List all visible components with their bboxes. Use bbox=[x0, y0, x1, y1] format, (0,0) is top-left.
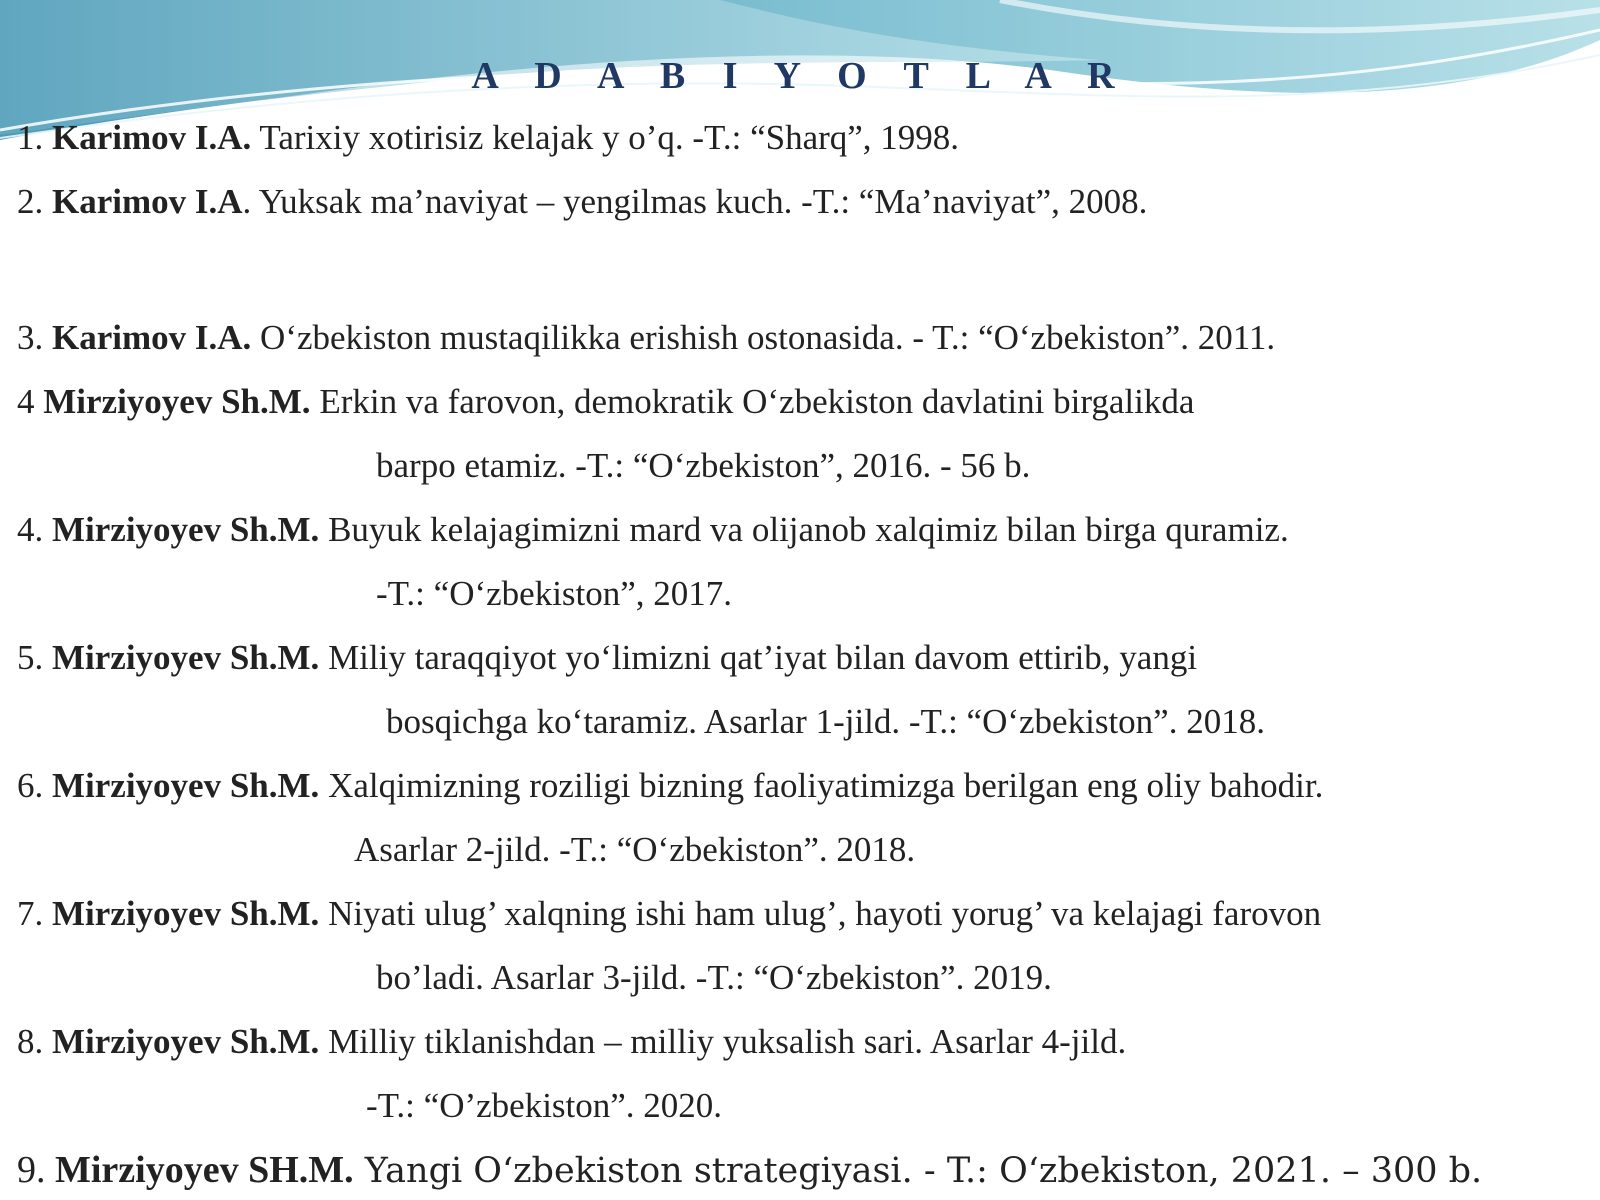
item-text: Tarixiy xotirisiz kelajak y o’q. -T.: “Sharq”, 1998. bbox=[251, 118, 960, 157]
list-item bbox=[17, 180, 1147, 224]
item-text: Miliy taraqqiyot yo‘limizni qat’iyat bilan davom ettirib, yangi bbox=[319, 638, 1198, 677]
item-number: 4. bbox=[17, 510, 44, 549]
item-author: Mirziyoyev Sh.M. bbox=[52, 1022, 320, 1061]
item-author: Mirziyoyev Sh.M. bbox=[52, 638, 320, 677]
item-number: 1. bbox=[17, 118, 44, 157]
item-continuation: -T.: “O’zbekiston”. 2020. bbox=[366, 1086, 723, 1125]
list-item bbox=[17, 636, 1197, 680]
item-text: Xalqimizning roziligi bizning faoliyatimizga berilgan eng oliy bahodir. bbox=[319, 766, 1324, 805]
item-continuation: Asarlar 2-jild. -T.: “O‘zbekiston”. 2018. bbox=[354, 830, 916, 869]
item-number: 5. bbox=[17, 638, 44, 677]
list-item bbox=[17, 380, 1194, 424]
item-author: Karimov I.A. bbox=[52, 118, 252, 157]
list-item bbox=[17, 892, 1321, 936]
item-continuation: bosqichga ko‘taramiz. Asarlar 1-jild. -T.: “O‘zbekiston”. 2018. bbox=[386, 702, 1265, 741]
item-number: 4 bbox=[17, 382, 35, 421]
item-author: Karimov I.A. bbox=[52, 318, 252, 357]
item-number: 2. bbox=[17, 182, 44, 221]
list-item bbox=[17, 764, 1323, 808]
item-text: . Yuksak ma’naviyat – yengilmas kuch. -T.: “Ma’naviyat”, 2008. bbox=[242, 182, 1148, 221]
item-text: O‘zbekiston mustaqilikka erishish ostonasida. - T.: “O‘zbekiston”. 2011. bbox=[251, 318, 1276, 357]
item-author: Mirziyoyev Sh.M. bbox=[43, 382, 311, 421]
item-text: Buyuk kelajagimizni mard va olijanob xalqimiz bilan birga quramiz. bbox=[319, 510, 1289, 549]
item-number: 9. bbox=[17, 1149, 46, 1191]
item-continuation: -T.: “O‘zbekiston”, 2017. bbox=[376, 574, 733, 613]
item-author: Mirziyoyev SH.M. bbox=[55, 1149, 354, 1191]
item-author: Karimov I.A bbox=[52, 182, 243, 221]
item-continuation: bo’ladi. Asarlar 3-jild. -T.: “O‘zbekiston”. 2019. bbox=[376, 958, 1052, 997]
item-text: Erkin va farovon, demokratik O‘zbekiston davlatini birgalikda bbox=[310, 382, 1195, 421]
list-item bbox=[17, 116, 959, 160]
item-number: 3. bbox=[17, 318, 44, 357]
list-item bbox=[17, 1020, 1126, 1064]
item-text: Niyati ulug’ xalqning ishi ham ulug’, hayoti yorug’ va kelajagi farovon bbox=[319, 894, 1322, 933]
page-title: A D A B I Y O T L A R bbox=[471, 55, 1129, 97]
item-author: Mirziyoyev Sh.M. bbox=[52, 510, 320, 549]
list-item bbox=[17, 1148, 1482, 1193]
item-number: 7. bbox=[17, 894, 44, 933]
item-continuation: barpo etamiz. -T.: “O‘zbekiston”, 2016. - 56 b. bbox=[376, 446, 1031, 485]
item-number: 8. bbox=[17, 1022, 44, 1061]
list-item bbox=[17, 508, 1289, 552]
item-number: 6. bbox=[17, 766, 44, 805]
item-author: Mirziyoyev Sh.M. bbox=[52, 766, 320, 805]
item-text: Milliy tiklanishdan – milliy yuksalish sari. Asarlar 4-jild. bbox=[319, 1022, 1127, 1061]
item-author: Mirziyoyev Sh.M. bbox=[52, 894, 320, 933]
list-item bbox=[17, 316, 1275, 360]
item-text: Yangi O‘zbekiston strategiyasi. - T.: O‘zbekiston, 2021. – 300 b. bbox=[353, 1151, 1483, 1191]
